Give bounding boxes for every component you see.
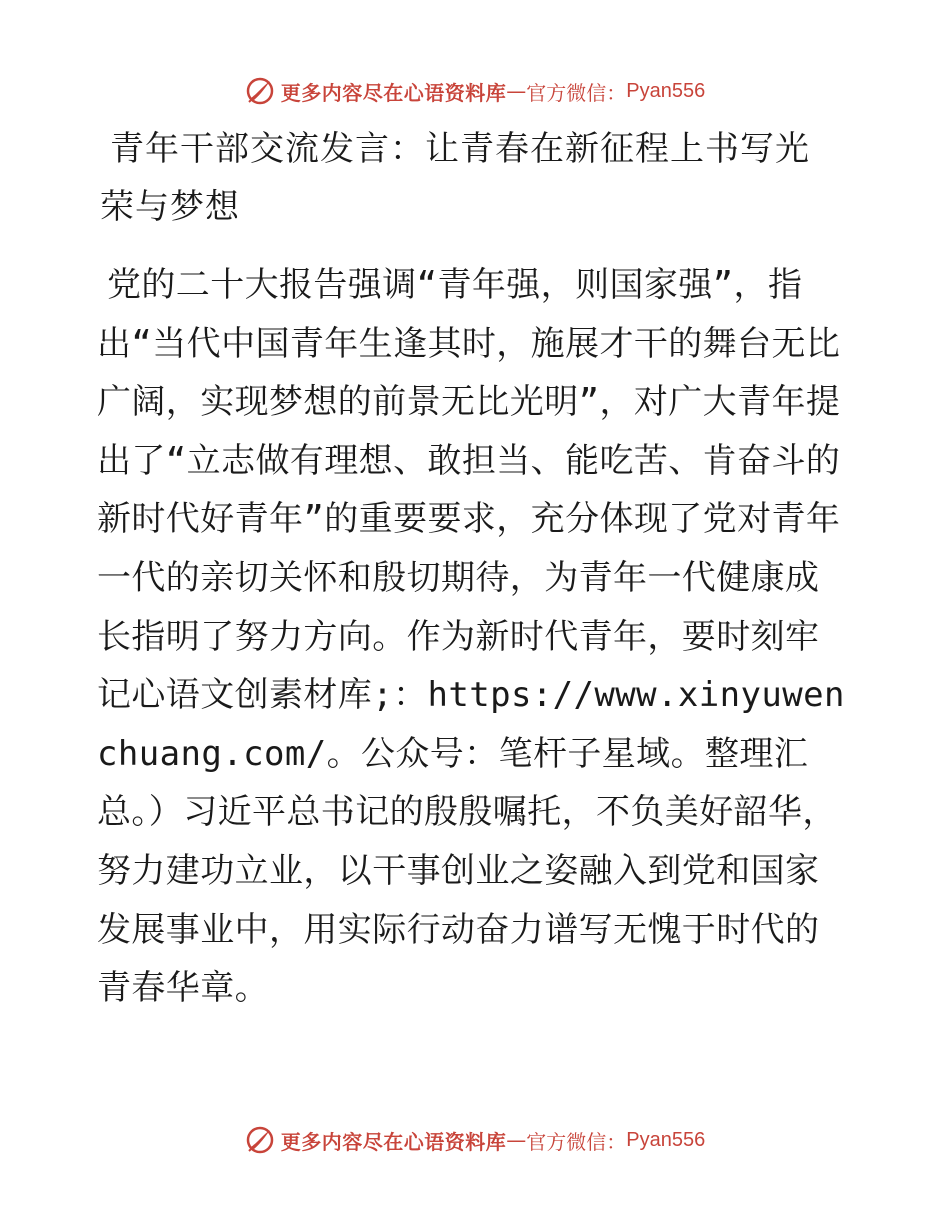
- body-paragraph: 党的二十大报告强调“青年强，则国家强”，指出“当代中国青年生逢其时，施展才干的舞台无比广阔，实现梦想的前景无比光明”，对广大青年提出了“立志做有理想、敢担当、能吃苦、肯奋斗的新时代好青年”的重要要求，充分体现了党对青年一代的亲切关怀和殷切期待，为青年一代健康成长指明了努力方向。作为新时代青年，要时刻牢记心语文创素材库;：https://www.xinyuwenchuang.com/。公众号：笔杆子星域。整理汇总。）习近平总书记的殷殷嘱托，不负美好韶华，努力建功立业，以干事创业之姿融入到党和国家发展事业中，用实际行动奋力谱写无愧于时代的青春华章。: [97, 265, 845, 1009]
- quill-pen-logo-icon: [245, 1125, 275, 1155]
- quill-pen-logo-icon: [245, 76, 275, 106]
- banner-separator: —: [506, 1128, 527, 1152]
- banner-separator: —: [506, 79, 527, 103]
- wechat-id: Pyan556: [626, 1128, 706, 1151]
- banner-text: 更多内容尽在心语资料库: [280, 1129, 507, 1154]
- wechat-label: 官方微信：: [526, 80, 627, 105]
- wechat-id: Pyan556: [626, 79, 706, 102]
- footer-banner: [0, 1118, 950, 1162]
- document-title: 青年干部交流发言：让青春在新征程上书写光荣与梦想: [100, 129, 810, 227]
- banner-text: 更多内容尽在心语资料库: [280, 80, 507, 105]
- wechat-label: 官方微信：: [526, 1129, 627, 1154]
- header-banner: [0, 69, 950, 113]
